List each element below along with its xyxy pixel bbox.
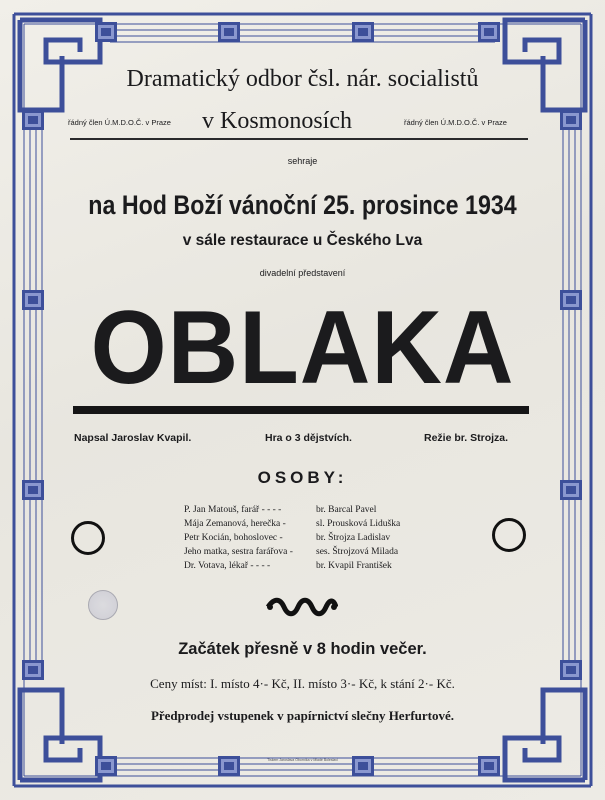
cast-role: P. Jan Matouš, farář - - - - [184,505,282,515]
cast-row [184,503,400,517]
cast-role: Dr. Votava, lékař - - - - [184,561,271,571]
ring-icon [492,518,526,552]
cast-role: Mája Zemanová, herečka - [184,519,286,529]
cast-row [184,545,400,559]
cast-actor: br. Kvapil František [316,561,392,571]
cast-list [184,503,400,573]
ticket-prices: Ceny míst: I. místo 4·- Kč, II. místo 3·- Kč, k stání 2·- Kč. [150,676,455,691]
stamp-icon [88,590,118,620]
cast-role: Jeho matka, sestra farářova - [184,547,293,557]
cast-actor: sl. Prousková Liduška [316,519,401,529]
scroll-ornament-icon [266,596,338,618]
credit-author: Napsal Jaroslav Kvapil. [74,432,192,444]
corner-bottom-left-icon [20,690,100,780]
organization-location: v Kosmonosích [202,108,352,134]
cast-row [184,531,400,545]
play-title: OBLAKA [90,290,515,406]
ring-icon [71,521,105,555]
corner-top-left-icon [20,20,100,110]
membership-note-left: řádný člen Ú.M.D.O.Č. v Praze [68,118,171,127]
performs-label: sehraje [287,156,318,166]
start-time: Začátek přesně v 8 hodin večer. [178,640,427,658]
event-date: na Hod Boží vánoční 25. prosince 1934 [88,190,517,220]
title-underline [73,406,529,414]
credit-acts: Hra o 3 dějstvích. [265,432,352,444]
cast-actor: br. Štrojza Ladislav [316,533,391,543]
organization-name: Dramatický odbor čsl. nár. socialistů [126,66,479,92]
corner-bottom-right-icon [505,690,585,780]
membership-note-right: řádný člen Ú.M.D.O.Č. v Praze [404,118,507,127]
cast-heading: OSOBY: [257,468,348,487]
cast-actor: br. Barcal Pavel [316,505,377,515]
printer-note: Tiskem Jaroslava Oborníka v Mladé Boleslavi [267,758,338,762]
corner-top-right-icon [505,20,585,110]
cast-row [184,517,400,531]
performance-label: divadelní představení [259,268,346,278]
divider [70,138,528,140]
cast-row [184,559,400,573]
presale-info: Předprodej vstupenek v papírnictví slečny Herfurtové. [150,708,455,723]
credit-director: Režie br. Strojza. [424,432,509,444]
cast-actor: ses. Štrojzová Milada [316,547,399,557]
event-venue: v sále restaurace u Českého Lva [182,232,423,249]
cast-role: Petr Kocián, bohoslovec - [184,533,283,543]
